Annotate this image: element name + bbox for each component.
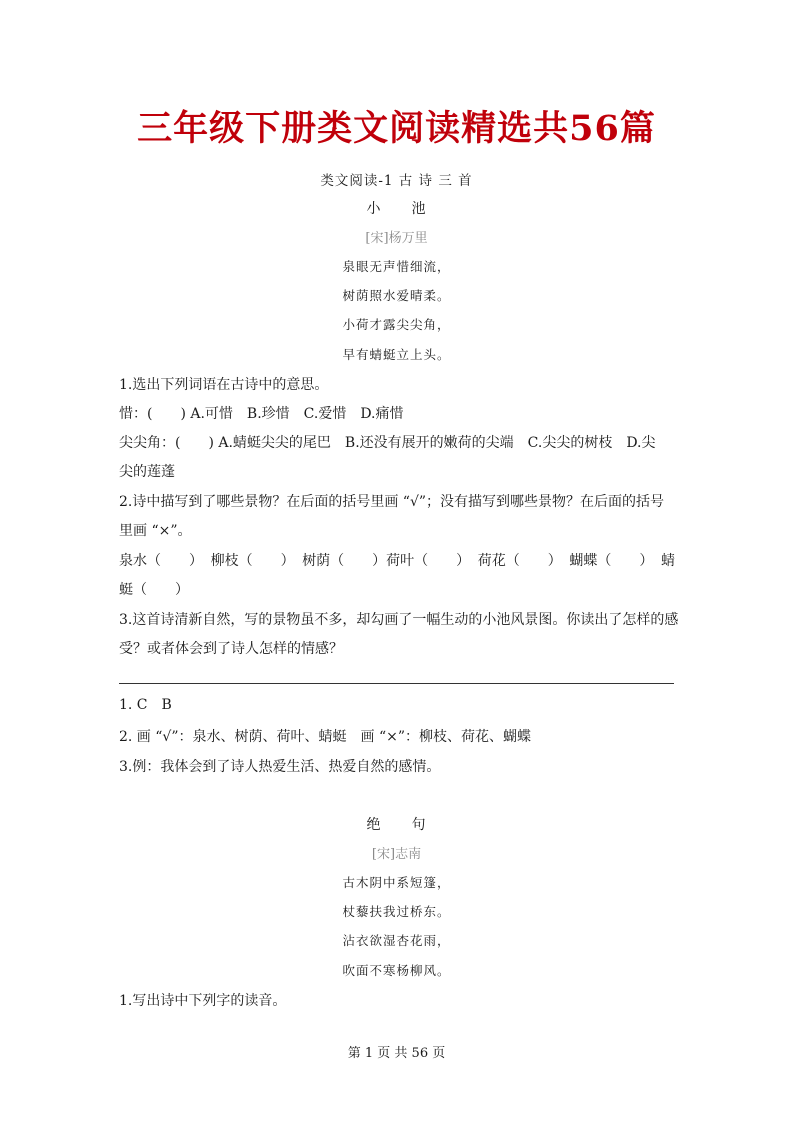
question-2-items: [119, 550, 675, 570]
answer-1: 1. C B: [119, 697, 172, 713]
list-item: 蝴蝶（ ）: [569, 553, 654, 569]
question-1-jian-line-1: 尖尖角：( ) A.蜻蜓尖尖的尾巴 B.还没有展开的嫩荷的尖端 C.尖尖的树枝 D.尖: [119, 435, 656, 451]
poem1-line-2: 树荫照水爱晴柔。: [342, 288, 451, 303]
list-item: 泉水（ ）: [119, 553, 203, 569]
page-footer: 第 1 页 共 56 页: [347, 1046, 446, 1061]
question-3-line-1: 3.这首诗清新自然，写的景物虽不多，却勾画了一幅生动的小池风景图。你读出了怎样的感: [119, 612, 679, 628]
list-item: 树荫（ ）荷叶（ ）: [302, 553, 471, 569]
poem2-line-4: 吹面不寒杨柳风。: [342, 963, 451, 978]
question-1-jian-line-2: 尖的莲蓬: [119, 464, 175, 480]
poem2-line-3: 沾衣欲湿杏花雨，: [342, 933, 451, 948]
poem1-title: 小 池: [366, 201, 427, 217]
question-2-line-2: 里画 “×”。: [119, 523, 192, 539]
question-2-line-1: 2.诗中描写到了哪些景物？在后面的括号里画 “√”；没有描写到哪些景物？在后面的括号: [119, 494, 665, 510]
document-title: 三年级下册类文阅读精选共56篇: [137, 108, 656, 149]
answer-3: 3.例：我体会到了诗人热爱生活、热爱自然的感情。: [119, 759, 441, 775]
question-2-1: 1.写出诗中下列字的读音。: [119, 993, 287, 1009]
poem2-author: [宋]志南: [371, 847, 422, 862]
section-title: 类文阅读-1 古 诗 三 首: [320, 173, 473, 189]
poem1-line-4: 早有蜻蜓立上头。: [342, 347, 451, 362]
list-item: 蜻: [660, 553, 675, 569]
list-item: 柳枝（ ）: [210, 553, 295, 569]
poem1-author: [宋]杨万里: [365, 231, 428, 246]
poem2-line-2: 杖藜扶我过桥东。: [342, 904, 451, 919]
question-1-xi: 惜：( ) A.可惜 B.珍惜 C.爱惜 D.痛惜: [119, 406, 404, 422]
list-item: 荷花（ ）: [477, 553, 562, 569]
answer-divider: [119, 683, 674, 684]
poem1-line-3: 小荷才露尖尖角，: [342, 317, 451, 332]
question-3-line-2: 受？或者体会到了诗人怎样的情感？: [119, 641, 343, 657]
poem2-line-1: 古木阴中系短篷，: [342, 875, 451, 890]
poem2-title: 绝 句: [366, 817, 427, 833]
answer-2: 2. 画 “√”：泉水、树荫、荷叶、蜻蜓 画 “×”：柳枝、荷花、蝴蝶: [119, 729, 531, 745]
question-1: 1.选出下列词语在古诗中的意思。: [119, 377, 329, 393]
poem1-line-1: 泉眼无声惜细流，: [342, 259, 451, 274]
question-2-line-4: 蜓（ ）: [119, 582, 189, 598]
